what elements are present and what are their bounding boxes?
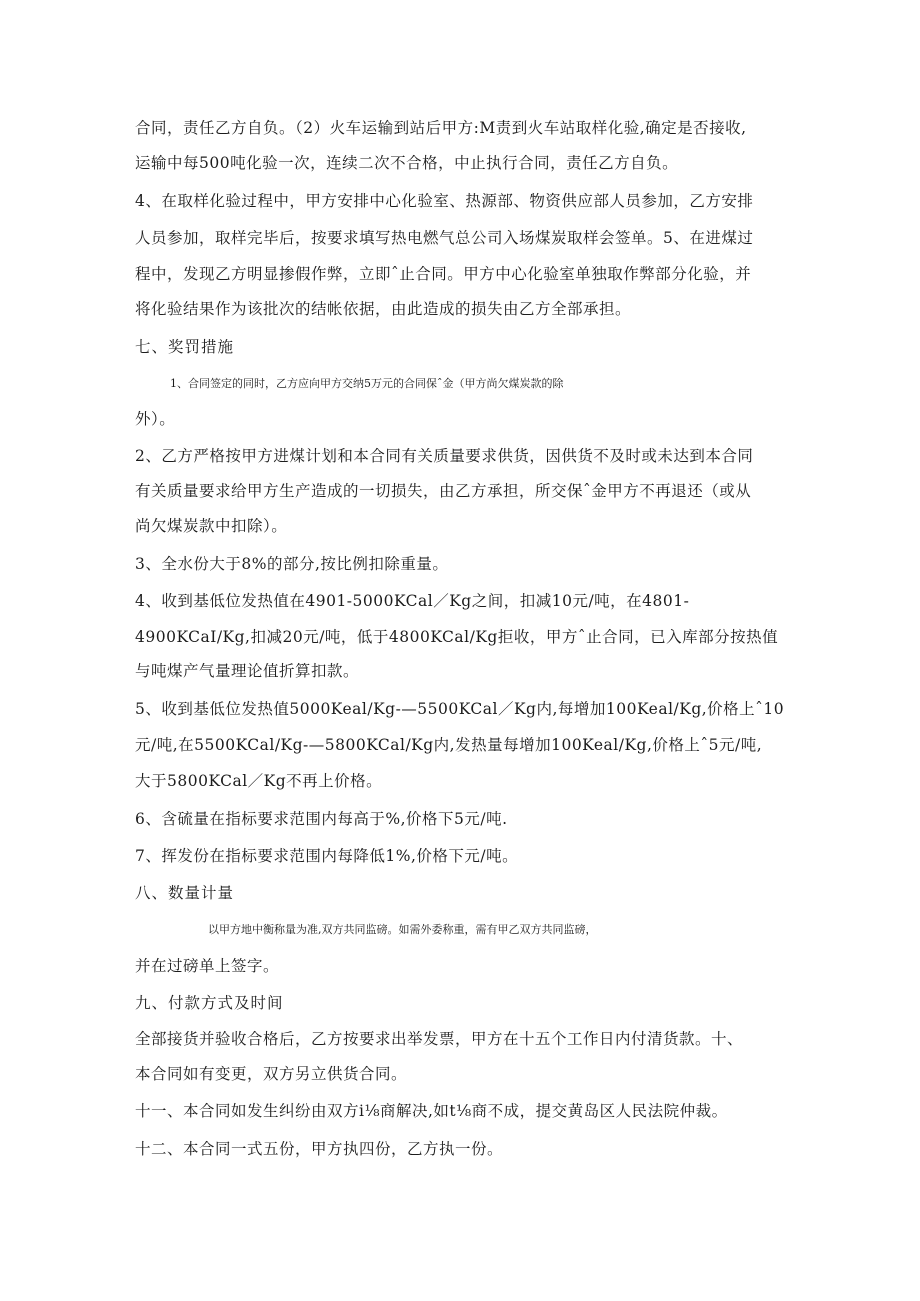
section-heading: 九、付款方式及时间 xyxy=(135,994,284,1012)
text-line: 并在过磅单上签字。 xyxy=(135,957,280,975)
text-line: 元/吨,在5500KCal/Kg-—5800KCal/Kg内,发热量每增加100Keal/Kg,价格上ˆ5元/吨, xyxy=(135,736,763,754)
text-line: 有关质量要求给甲方生产造成的一切损失，由乙方承担，所交保ˆ金甲方不再退还（或从 xyxy=(135,482,752,500)
text-line: 以甲方地中衡称量为准,双方共同监磅。如需外委称重，需有甲乙双方共同监磅， xyxy=(208,923,597,936)
text-line: 十二、本合同一式五份，甲方执四份，乙方执一份。 xyxy=(135,1140,504,1158)
text-line: 7、挥发份在指标要求范围内每降低1%,价格下元/吨。 xyxy=(135,847,519,865)
text-line: 1、合同签定的同时，乙方应向甲方交纳5万元的合同保ˆ金（甲方尚欠煤炭款的除 xyxy=(170,377,564,390)
text-line: 大于5800KCal／Kg不再上价格。 xyxy=(135,772,383,790)
text-line: 外）。 xyxy=(135,410,176,428)
section-heading: 八、数量计量 xyxy=(135,884,235,902)
text-line: 本合同如有变更，双方另立供货合同。 xyxy=(135,1065,408,1083)
text-line: 程中，发现乙方明显掺假作弊，立即ˆ止合同。甲方中心化验室单独取作弊部分化验，并 xyxy=(135,265,752,283)
text-line: 4900KCaI/Kg,扣减20元/吨，低于4800KCal/Kg拒收，甲方ˆ止合同，已入库部分按热值 xyxy=(135,628,779,646)
text-line: 合同，责任乙方自负。（2）火车运输到站后甲方:M责到火车站取样化验,确定是否接收, xyxy=(135,119,747,137)
text-line: 运输中每500吨化验一次，连续二次不合格，中止执行合同，责任乙方自负。 xyxy=(135,154,679,172)
section-heading: 七、奖罚措施 xyxy=(135,338,235,356)
text-line: 将化验结果作为该批次的结帐依据，由此造成的损失由乙方全部承担。 xyxy=(135,300,632,318)
text-line: 十一、本合同如发生纠纷由双方i⅛商解决,如t⅛商不成，提交黄岛区人民法院仲裁。 xyxy=(135,1102,728,1120)
text-line: 人员参加，取样完毕后，按要求填写热电燃气总公司入场煤炭取样会签单。5、在进煤过 xyxy=(135,229,754,247)
text-line: 4、在取样化验过程中，甲方安排中心化验室、热源部、物资供应部人员参加，乙方安排 xyxy=(135,192,754,210)
text-line: 2、乙方严格按甲方进煤计划和本合同有关质量要求供货，因供货不及时或未达到本合同 xyxy=(135,447,754,465)
text-line: 尚欠煤炭款中扣除）。 xyxy=(135,517,288,535)
text-line: 4、收到基低位发热值在4901-5000KCal／Kg之间，扣减10元/吨，在4801- xyxy=(135,592,690,610)
text-line: 6、含硫量在指标要求范围内每高于%,价格下5元/吨. xyxy=(135,810,508,828)
text-line: 与吨煤产气量理论值折算扣款。 xyxy=(135,662,360,680)
text-line: 全部接货并验收合格后，乙方按要求出举发票，甲方在十五个工作日内付清货款。十、 xyxy=(135,1030,744,1048)
text-line: 3、全水份大于8%的部分,按比例扣除重量。 xyxy=(135,555,449,573)
text-line: 5、收到基低位发热值5000Keal/Kg-—5500KCal／Kg内,每增加100Keal/Kg,价格上ˆ10 xyxy=(135,700,785,718)
